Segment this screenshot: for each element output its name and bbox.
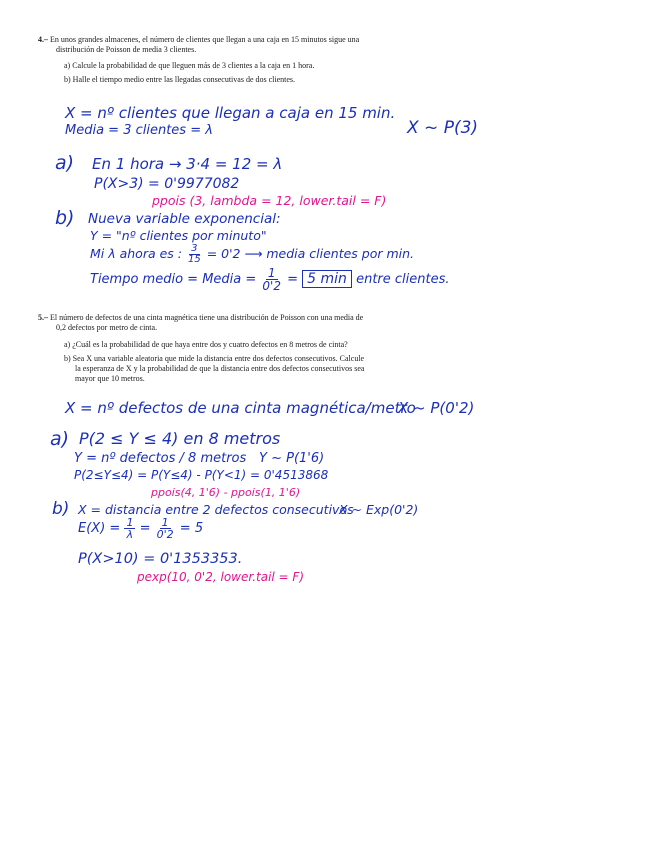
problem-5-part-b-2: la esperanza de X y la probabilidad de que la distancia entre dos defectos consecutivos sea	[75, 364, 365, 373]
hw5-a-label: a)	[50, 428, 70, 450]
hw5-b-r-code: pexp(10, 0'2, lower.tail = F)	[137, 570, 305, 584]
hw4-b-label: b)	[55, 207, 75, 229]
problem-5-part-a: a) ¿Cuál es la probabilidad de que haya entre dos y cuatro defectos en 8 metros de cinta?	[64, 340, 348, 349]
hw5-a-r-code: ppois(4, 1'6) - ppois(1, 1'6)	[151, 486, 301, 499]
problem-4-number-line	[38, 35, 359, 45]
problem-5-number: 5.–	[38, 313, 48, 322]
hw5-b-frac1-num: 1	[126, 516, 134, 529]
problem-4-statement-1: En unos grandes almacenes, el número de clientes que llegan a una caja en 15 minutos sigue una	[50, 35, 360, 44]
hw4-answer-box: 5 min	[302, 270, 352, 288]
hw4-b-line3	[90, 244, 414, 265]
hw4-b-line4-pre: Tiempo medio = Media =	[90, 272, 257, 287]
hw4-b-frac-den: 15	[187, 254, 201, 265]
problem-4-part-a: a) Calcule la probabilidad de que lleguen más de 3 clientes a la caja en 1 hora.	[64, 61, 315, 70]
hw4-b-line4-post: entre clientes.	[356, 272, 450, 287]
problem-5-number-line	[38, 313, 363, 323]
hw5-b-expectation	[78, 517, 203, 540]
hw4-b-fraction	[186, 244, 203, 265]
hw4-b-line4-eq: =	[287, 272, 299, 287]
hw5-b-label: b)	[52, 499, 70, 519]
hw5-b-e-eq1: =	[139, 521, 151, 536]
hw4-dist: X ~ P(3)	[407, 118, 479, 138]
hw5-b-fraction-1	[124, 517, 135, 540]
hw5-b-frac2-num: 1	[161, 516, 169, 529]
hw5-b-fraction-2	[155, 517, 176, 540]
hw4-b-frac-num: 3	[191, 243, 198, 254]
hw5-b-line3: P(X>10) = 0'1353353.	[78, 551, 243, 567]
problem-5-part-b-1: b) Sea X una variable aleatoria que mide la distancia entre dos defectos consecutivos. Calcule	[64, 354, 365, 363]
hw4-a-r-code: ppois (3, lambda = 12, lower.tail = F)	[152, 193, 387, 208]
hw5-b-e-post: = 5	[179, 521, 204, 536]
hw5-b-frac1-den: λ	[126, 528, 134, 541]
hw4-b-line3-pre: Mi λ ahora es :	[90, 246, 182, 261]
hw4-b-line4-fraction	[260, 267, 283, 292]
hw5-a-line2-dist: Y ~ P(1'6)	[259, 451, 325, 466]
problem-5-statement-2: 0,2 defectos por metro de cinta.	[56, 323, 158, 332]
hw4-b-line3-post: = 0'2 ⟶ media clientes por min.	[206, 246, 415, 261]
hw5-line1: X = nº defectos de una cinta magnética/metro	[65, 399, 416, 417]
hw4-b-line1: Nueva variable exponencial:	[88, 211, 281, 227]
problem-4-number: 4.–	[38, 35, 48, 44]
problem-4-statement-2: distribución de Poisson de media 3 clientes.	[56, 45, 197, 54]
hw4-b-line2: Y = "nº clientes por minuto"	[90, 228, 267, 243]
problem-5-statement-1: El número de defectos de una cinta magnética tiene una distribución de Poisson con una media de	[50, 313, 364, 322]
hw5-a-line1: P(2 ≤ Y ≤ 4) en 8 metros	[79, 429, 281, 448]
problem-4-part-b: b) Halle el tiempo medio entre las llegadas consecutivas de dos clientes.	[64, 75, 296, 84]
hw5-b-frac2-den: 0'2	[156, 528, 174, 541]
problem-5-part-b-3: mayor que 10 metros.	[75, 374, 145, 383]
hw4-a-line2: P(X>3) = 0'9977082	[94, 176, 240, 192]
hw4-line1: X = nº clientes que llegan a caja en 15 min.	[65, 104, 396, 122]
hw5-a-line3: P(2≤Y≤4) = P(Y≤4) - P(Y<1) = 0'4513868	[74, 468, 329, 482]
hw5-a-line2: Y = nº defectos / 8 metros	[74, 451, 247, 466]
hw4-a-label: a)	[55, 152, 75, 174]
hw5-b-e-pre: E(X) =	[78, 521, 121, 536]
hw5-b-line1: X = distancia entre 2 defectos consecutivos	[78, 502, 354, 517]
hw5-dist: X ~ P(0'2)	[398, 399, 475, 417]
hw4-b-line4	[90, 267, 450, 292]
hw4-line2: Media = 3 clientes = λ	[65, 123, 213, 138]
hw4-b-line4-den: 0'2	[262, 279, 281, 293]
hw5-b-dist: X ~ Exp(0'2)	[339, 502, 419, 517]
hw4-a-line1: En 1 hora → 3·4 = 12 = λ	[92, 155, 283, 173]
hw4-b-line4-num: 1	[267, 266, 276, 280]
